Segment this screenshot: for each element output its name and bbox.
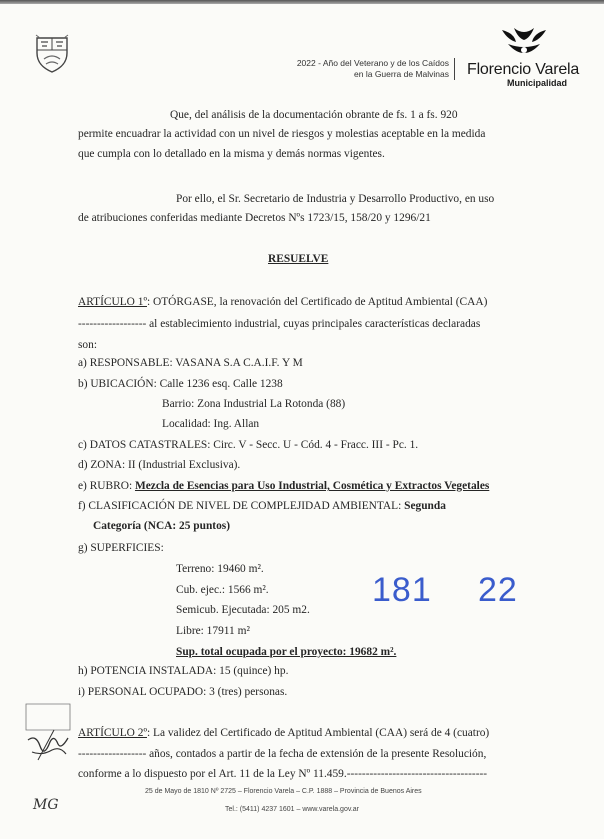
art2-line1 xyxy=(78,726,489,740)
item-h: h) POTENCIA INSTALADA: 15 (quince) hp. xyxy=(78,665,289,677)
item-f xyxy=(78,499,446,513)
header-motto-line1: 2022 - Año del Veterano y de los Caídos xyxy=(296,58,449,68)
art1-line1 xyxy=(78,295,487,309)
p1-line2: permite encuadrar la actividad con un nivel de riesgos y molestias aceptable en la medida xyxy=(78,128,486,140)
scan-edge xyxy=(0,0,604,4)
art1-line2: ------------------ al establecimiento industrial, cuyas principales características declaradas xyxy=(78,318,481,330)
coat-of-arms-icon xyxy=(34,33,70,73)
footer-contact: Tel.: (5411) 4237 1601 – www.varela.gov.ar xyxy=(225,806,359,813)
header-motto-line2: en la Guerra de Malvinas xyxy=(354,69,449,79)
item-g-libre: Libre: 17911 m² xyxy=(176,625,250,637)
item-a: a) RESPONSABLE: VASANA S.A C.A.I.F. Y M xyxy=(78,357,303,369)
item-g-semicub: Semicub. Ejecutada: 205 m2. xyxy=(176,604,310,616)
item-e xyxy=(78,479,489,493)
art2-label: ARTÍCULO 2º xyxy=(78,727,147,739)
item-i: i) PERSONAL OCUPADO: 3 (tres) personas. xyxy=(78,686,288,698)
item-e-value: Mezcla de Esencias para Uso Industrial, Cosmética y Extractos Vegetales xyxy=(134,480,490,492)
brand-name: Florencio Varela xyxy=(467,61,580,78)
item-d: d) ZONA: II (Industrial Exclusiva). xyxy=(78,459,241,471)
p2-line1: Por ello, el Sr. Secretario de Industria y Desarrollo Productivo, en uso xyxy=(176,193,495,205)
header-motto xyxy=(297,58,449,80)
item-e-label: e) RUBRO: xyxy=(78,480,135,492)
resuelve-heading: RESUELVE xyxy=(268,253,329,265)
item-c: c) DATOS CATASTRALES: Circ. V - Secc. U - Cód. 4 - Fracc. III - Pc. 1. xyxy=(78,439,419,451)
art1-line3: son: xyxy=(78,339,97,351)
item-f-value1: Segunda xyxy=(404,500,446,512)
p2-line2: de atribuciones conferidas mediante Decretos Nºs 1723/15, 158/20 y 1296/21 xyxy=(78,212,431,224)
item-g-terreno: Terreno: 19460 m². xyxy=(176,563,264,575)
p1-line3: que cumpla con lo detallado en la misma y demás normas vigentes. xyxy=(78,148,385,160)
item-g: g) SUPERFICIES: xyxy=(78,542,164,554)
item-f-label: f) CLASIFICACIÓN DE NIVEL DE COMPLEJIDAD AMBIENTAL: xyxy=(78,500,405,512)
item-g-total: Sup. total ocupada por el proyecto: 19682 m². xyxy=(176,646,397,658)
item-g-cub: Cub. ejec.: 1566 m². xyxy=(176,584,269,596)
header-divider xyxy=(454,58,455,80)
handwritten-initials: MG xyxy=(33,797,59,813)
item-b-barrio: Barrio: Zona Industrial La Rotonda (88) xyxy=(162,398,346,410)
item-f-value2: Categoría (NCA: 25 puntos) xyxy=(93,520,230,532)
art1-text: : OTÓRGASE, la renovación del Certificado de Aptitud Ambiental (CAA) xyxy=(146,296,488,308)
art1-label: ARTÍCULO 1º xyxy=(78,296,147,308)
item-b-localidad: Localidad: Ing. Allan xyxy=(162,418,260,430)
art2-line2: ------------------ años, contados a partir de la fecha de extensión de la presente Resolución, xyxy=(78,748,487,760)
p1-line1: Que, del análisis de la documentación obrante de fs. 1 a fs. 920 xyxy=(170,109,458,121)
item-b: b) UBICACIÓN: Calle 1236 esq. Calle 1238 xyxy=(78,378,283,390)
footer-address: 25 de Mayo de 1810 Nº 2725 – Florencio Varela – C.P. 1888 – Provincia de Buenos Aires xyxy=(145,788,422,795)
brand-sub: Municipalidad xyxy=(507,78,568,88)
stamp-number-1: 181 xyxy=(372,571,432,609)
stamp-number-2: 22 xyxy=(478,571,518,609)
art2-text: : La validez del Certificado de Aptitud Ambiental (CAA) será de 4 (cuatro) xyxy=(146,727,490,739)
art2-line3: conforme a lo dispuesto por el Art. 11 de la Ley Nº 11.459.------------------------------------- xyxy=(78,768,488,780)
municipal-logo-icon xyxy=(498,26,550,60)
